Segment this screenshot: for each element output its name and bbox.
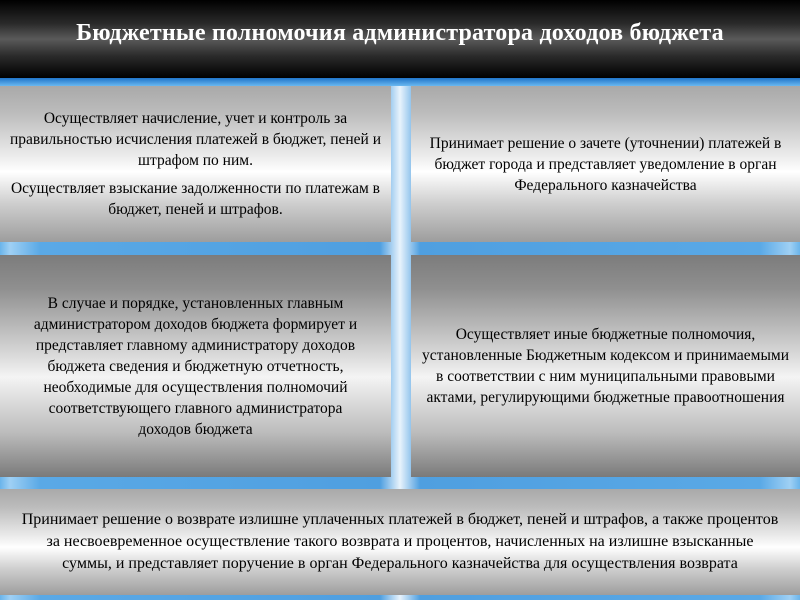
box-offset-decision (411, 86, 800, 242)
box-collection-text: Осуществляет взыскание задолженности по платежам в бюджет, пеней и штрафов. (10, 180, 380, 218)
title-bar (0, 0, 800, 78)
title-underline (0, 78, 800, 86)
box-offset-text: Принимает решение о зачете (уточнении) платежей в бюджет города и представляет уведомление в орган Федерального казначейства (429, 134, 782, 194)
slide-title: Бюджетные полномочия администратора доходов бюджета (76, 20, 724, 46)
box-accrual-text: Осуществляет начисление, учет и контроль за правильностью исчисления платежей в бюджет, пеней и штрафом по ним. (9, 110, 382, 169)
box-accrual-and-collection (0, 86, 391, 242)
box-other-powers-text: Осуществляет иные бюджетные полномочия, установленные Бюджетным кодексом и принимаемыми в соответствии с ним муниципальными правовыми актами, регулирующими бюджетные правоотношения (422, 326, 789, 406)
box-refund-decision (0, 489, 800, 595)
box-refund-text: Принимает решение о возврате излишне уплаченных платежей в бюджет, пеней и штрафов, а также процентов за несвоевременное осуществление такого возврата и процентов, начисленных на излишне взысканные суммы, и представляет поручение в орган Федерального казначейства для осуществления возврата (21, 511, 779, 572)
box-reporting (0, 255, 391, 477)
box-reporting-text: В случае и порядке, установленных главным администратором доходов бюджета формирует и представляет главному администратору доходов бюджета сведения и бюджетную отчетность, необходимые для осуществления полномочий соответствующего главного администратора доходов бюджета (33, 294, 358, 438)
box-other-powers (411, 255, 800, 477)
